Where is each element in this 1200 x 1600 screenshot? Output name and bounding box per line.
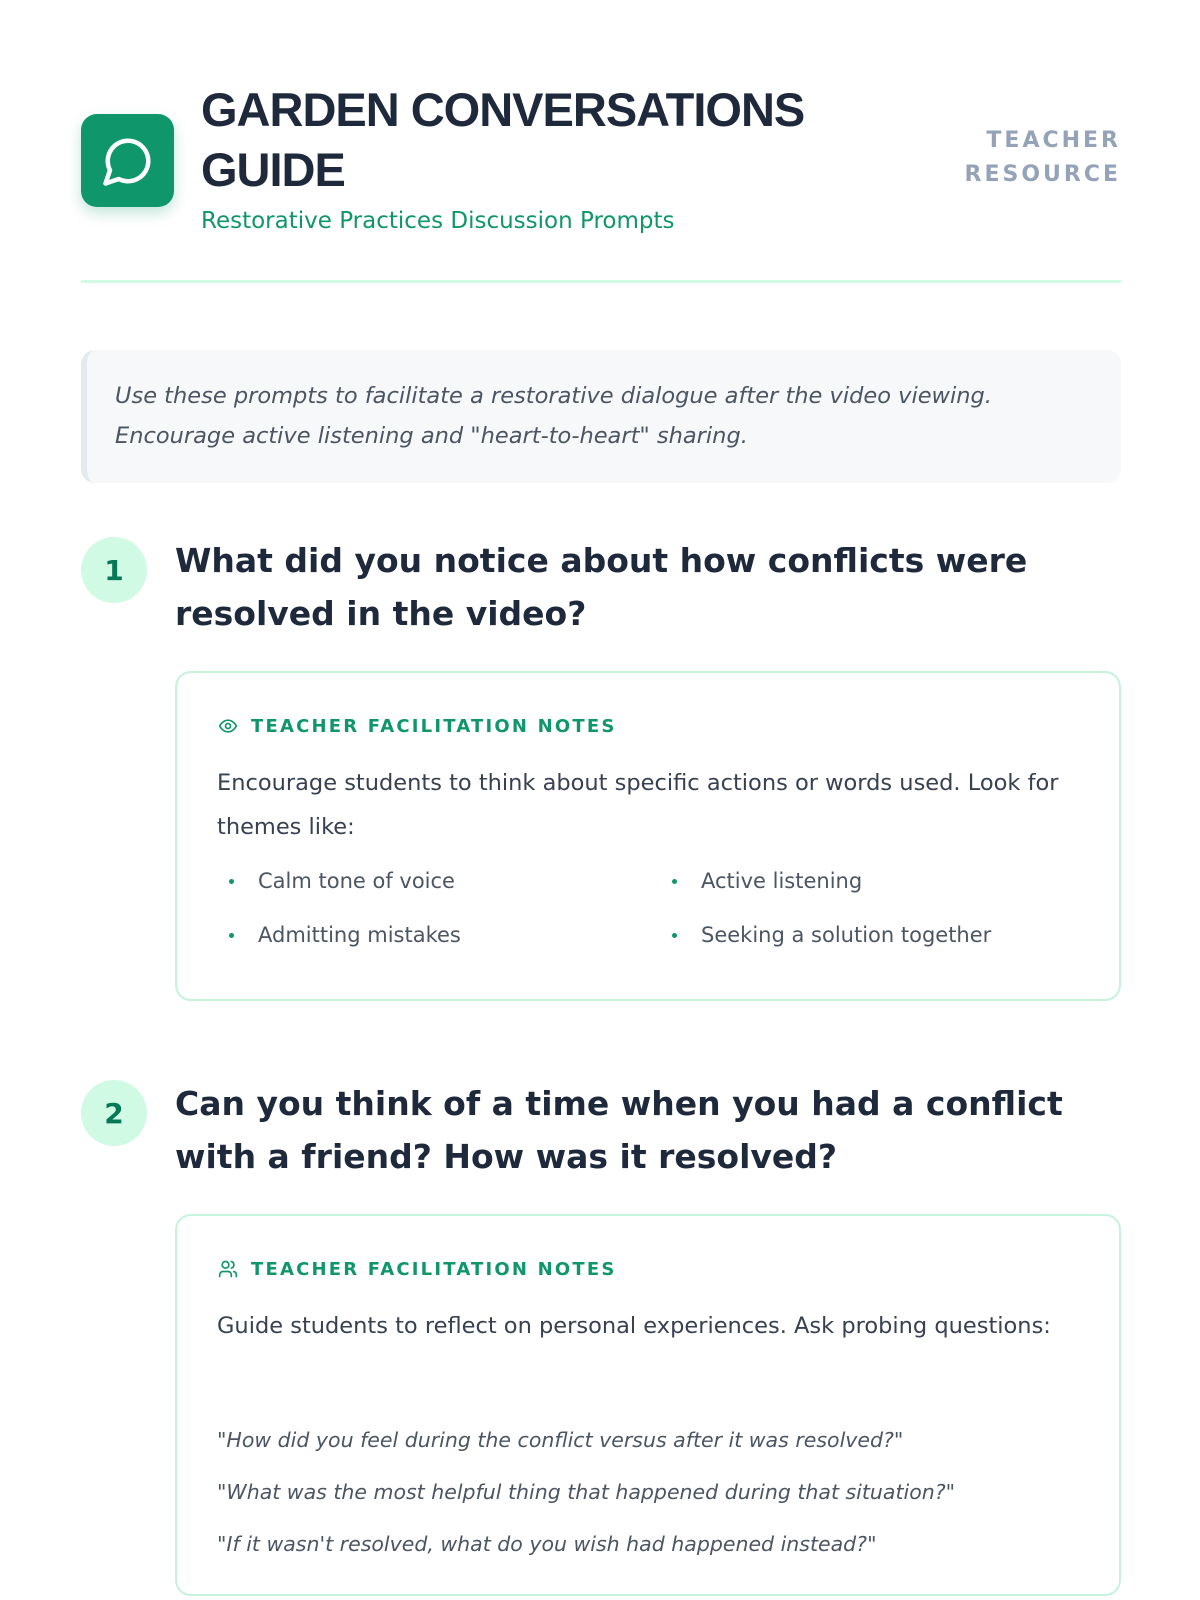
eye-icon	[217, 715, 239, 737]
question-number-badge: 2	[81, 1080, 147, 1146]
intro-callout	[81, 350, 1121, 483]
bullet-dot-icon	[672, 933, 677, 938]
theme-label: Active listening	[701, 869, 863, 893]
page-header	[81, 80, 1121, 280]
notes-label: TEACHER FACILITATION NOTES	[251, 715, 617, 737]
question-text: Can you think of a time when you had a conflict with a friend? How was it resolved?	[175, 1084, 1063, 1176]
question-text: What did you notice about how conflicts were resolved in the video?	[175, 541, 1028, 633]
list-item: "How did you feel during the conflict versus after it was resolved?"	[217, 1428, 904, 1452]
notes-label: TEACHER FACILITATION NOTES	[251, 1258, 617, 1280]
intro-text: Use these prompts to facilitate a restorative dialogue after the video viewing. Encourage active listening and "heart-to-heart" sharing.	[115, 383, 992, 449]
theme-label: Seeking a solution together	[701, 923, 992, 947]
list-item	[660, 863, 1077, 899]
users-icon	[217, 1258, 239, 1280]
notes-body: Guide students to reflect on personal experiences. Ask probing questions:	[217, 1313, 1051, 1339]
title-block	[201, 80, 921, 236]
list-item	[217, 917, 660, 953]
facilitation-notes-card	[175, 671, 1121, 1001]
header-divider	[81, 280, 1121, 283]
notes-body: Encourage students to think about specific actions or words used. Look for themes like:	[217, 770, 1059, 840]
theme-label: Calm tone of voice	[258, 869, 455, 893]
page-title: GARDEN CONVERSATIONS GUIDE	[201, 83, 805, 196]
list-item	[660, 917, 1077, 953]
resource-tag: TEACHER RESOURCE	[964, 128, 1121, 187]
bullet-dot-icon	[229, 933, 234, 938]
page-subtitle: Restorative Practices Discussion Prompts	[201, 208, 675, 234]
theme-label: Admitting mistakes	[258, 923, 461, 947]
facilitation-notes-card	[175, 1214, 1121, 1596]
notes-header	[217, 715, 617, 737]
question-number-badge: 1	[81, 537, 147, 603]
notes-header	[217, 1258, 617, 1280]
chat-bubble-icon	[81, 114, 174, 207]
list-item	[217, 863, 660, 899]
list-item: "If it wasn't resolved, what do you wish had happened instead?"	[217, 1532, 877, 1556]
list-item: "What was the most helpful thing that happened during that situation?"	[217, 1480, 956, 1504]
themes-list	[217, 863, 1077, 953]
bullet-dot-icon	[229, 879, 234, 884]
bullet-dot-icon	[672, 879, 677, 884]
probing-questions-list	[217, 1414, 1077, 1570]
